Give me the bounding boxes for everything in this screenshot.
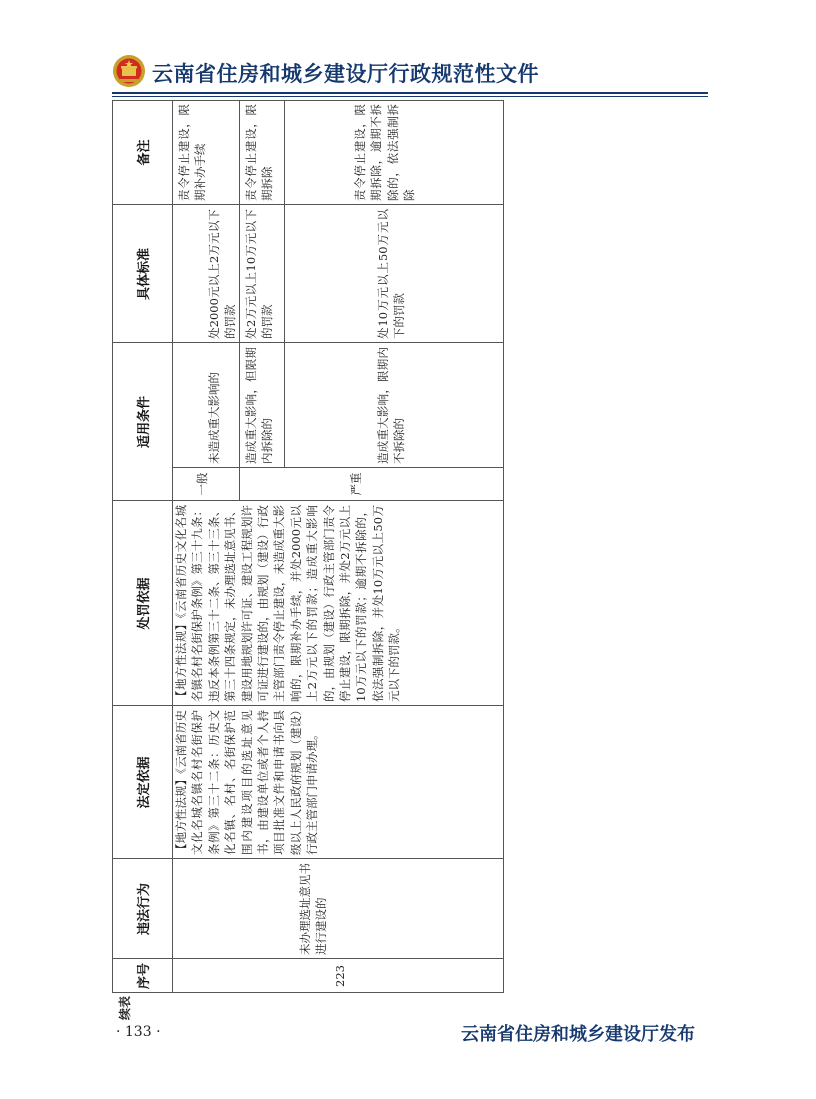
header-conditions: 适用条件 xyxy=(136,396,152,449)
penalty-table xyxy=(112,100,504,1021)
standard-serious-not-removed: 处10万元以上50万元以下的罚款 xyxy=(376,209,407,339)
illegal-behavior-text: 未办理选址意见书进行建设的 xyxy=(298,863,329,955)
standard-general: 处2000元以上2万元以下的罚款 xyxy=(207,209,238,339)
level-general: 一般 xyxy=(195,472,209,496)
row-divider xyxy=(239,100,240,501)
continued-label: 续表 xyxy=(118,996,132,1021)
document-header-title: 云南省住房和城乡建设厅行政规范性文件 xyxy=(152,62,539,86)
remark-serious-removed: 责令停止建设，限期拆除 xyxy=(244,104,275,201)
header-legal-basis: 法定依据 xyxy=(136,756,152,809)
condition-serious-removed: 造成重大影响，但限期内拆除的 xyxy=(244,347,275,464)
header-no: 序号 xyxy=(136,963,152,990)
header-standard: 具体标准 xyxy=(136,248,152,301)
header-rule-thin xyxy=(112,96,708,97)
remark-general: 责令停止建设，限期补办手续 xyxy=(177,104,208,201)
table-border xyxy=(503,100,504,993)
column-divider xyxy=(173,467,504,468)
condition-serious-not-removed: 造成重大影响，限期内不拆除的 xyxy=(376,347,407,464)
standard-serious-removed: 处2万元以上10万元以下的罚款 xyxy=(244,209,275,339)
row-number: 223 xyxy=(333,965,347,987)
header-rule xyxy=(112,92,708,94)
row-divider xyxy=(284,100,285,468)
page-number: · 133 · xyxy=(116,1024,161,1040)
condition-general: 未造成重大影响的 xyxy=(207,372,221,464)
national-emblem-icon xyxy=(112,54,146,88)
level-serious: 严重 xyxy=(349,472,363,496)
penalty-table-rotated xyxy=(112,100,504,1021)
legal-basis-text: 【地方性法规】《云南省历史文化名城名镇名村名街保护条例》第三十二条：历史文化名镇、名村、名街保护范围内建设项目的选址意见书，由建设单位或者个人持项目批准文件和申请书向县级以上人民政府规划（建设）行政主管部门申请办理。 xyxy=(174,710,320,855)
header-remarks: 备注 xyxy=(136,139,152,166)
header-penalty-basis: 处罚依据 xyxy=(136,577,152,630)
publisher-footer: 云南省住房和城乡建设厅发布 xyxy=(461,1024,695,1045)
header-behavior: 违法行为 xyxy=(136,883,152,936)
penalty-basis-text: 【地方性法规】《云南省历史文化名城名镇名村名街保护条例》第三十九条：违反本条例第三十二条、第三十三条、第三十四条规定，未办理选址意见书、建设用地规划许可证、建设工程规划许可证进行建设的，由规划（建设）行政主管部门责令停止建设，未造成重大影响的，限期补办手续，并处2000元以上2万元以下的罚款；造成重大影响的，由规划（建设）行政主管部门责令停止建设，限期拆除，并处2万元以上10万元以下的罚款；逾期不拆除的，依法强制拆除，并处10万元以上50万元以下的罚款。 xyxy=(174,505,402,702)
remark-serious-not-removed: 责令停止建设，限期拆除，逾期不拆除的，依法强制拆除 xyxy=(353,104,417,201)
